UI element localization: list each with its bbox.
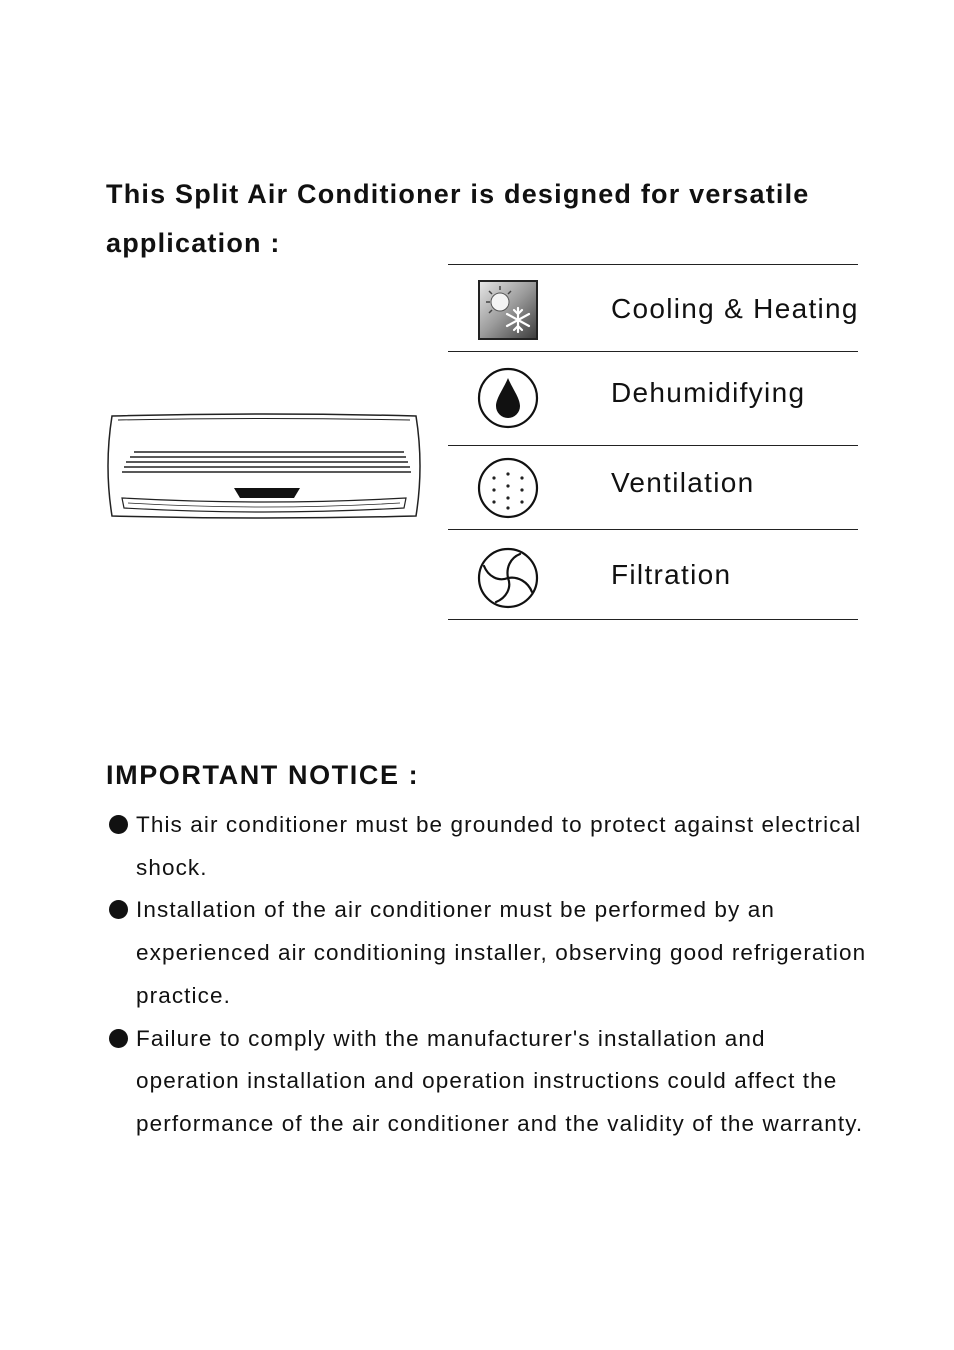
notice-item: [106, 804, 876, 889]
feature-label-cooling-heating: Cooling & Heating: [611, 293, 859, 324]
feature-label-filtration: Filtration: [611, 559, 732, 590]
intro-heading: This Split Air Conditioner is designed for versatile application :: [106, 179, 810, 258]
notice-list: [106, 804, 876, 1146]
notice-item-text: Installation of the air conditioner must be performed by an experienced air conditioning installer, observing good refrigeration practice.: [136, 897, 867, 1008]
bullet-icon: [109, 815, 128, 834]
ventilation-dots-icon: [476, 456, 540, 520]
air-conditioner-illustration: [104, 410, 424, 522]
feature-row-ventilation: [448, 445, 858, 529]
bullet-icon: [109, 900, 128, 919]
bullet-icon: [109, 1029, 128, 1048]
feature-row-cooling-heating: [448, 264, 858, 351]
feature-list: [448, 264, 858, 620]
cooling-heating-icon: [476, 278, 540, 342]
fan-blades-icon: [476, 546, 540, 610]
important-notice-heading: IMPORTANT NOTICE :: [106, 760, 420, 790]
notice-item-text: Failure to comply with the manufacturer's installation and operation installation and operation instructions could affect the performance of the air conditioner and the validity of the warranty.: [136, 1025, 864, 1136]
water-drop-icon: [476, 366, 540, 430]
feature-row-dehumidifying: [448, 351, 858, 445]
notice-item: [106, 889, 876, 1017]
feature-label-ventilation: Ventilation: [611, 467, 755, 498]
feature-label-dehumidifying: Dehumidifying: [611, 377, 806, 408]
feature-row-filtration: [448, 529, 858, 620]
notice-item-text: This air conditioner must be grounded to protect against electrical shock.: [136, 812, 862, 880]
notice-item: [106, 1018, 876, 1146]
